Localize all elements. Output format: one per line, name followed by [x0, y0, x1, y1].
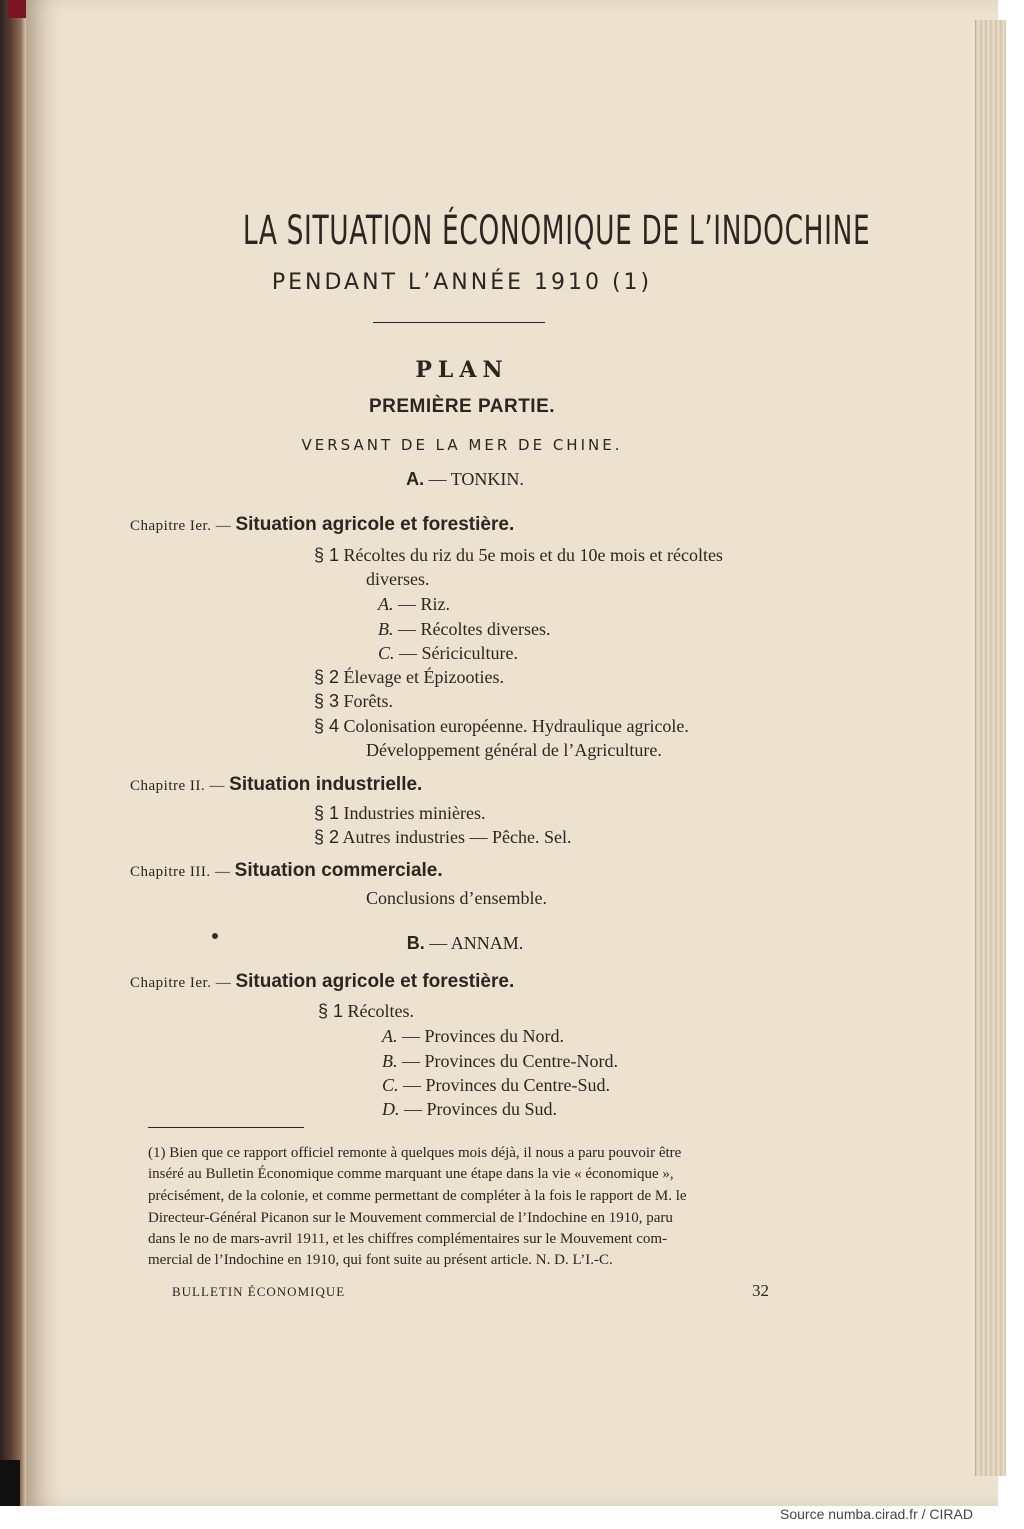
list-item [314, 803, 486, 824]
item-text: Forêts. [339, 691, 394, 711]
chapter-heading [130, 971, 514, 993]
chapter-title: Situation industrielle. [229, 774, 423, 795]
item-text: Récoltes du riz du 5e mois et du 10e mois et récoltes [339, 545, 723, 565]
page-number: 32 [752, 1281, 769, 1300]
item-sign: A. [382, 1026, 398, 1046]
chapter-label: Chapitre III. — [130, 864, 235, 880]
list-item [382, 1075, 610, 1096]
chapter-title: Situation agricole et forestière. [235, 514, 515, 535]
running-footer: BULLETIN ÉCONOMIQUE [172, 1284, 346, 1299]
list-item [382, 1099, 557, 1120]
chapter-title: Situation agricole et forestière. [235, 971, 515, 992]
item-text: — Provinces du Nord. [397, 1026, 564, 1046]
list-item [382, 1026, 564, 1047]
ink-spot [212, 933, 218, 939]
binding-corner [0, 1460, 20, 1506]
chapter-title: Situation commerciale. [234, 860, 443, 881]
list-item [378, 619, 550, 640]
section-name: — ANNAM. [424, 933, 524, 953]
book-binding [0, 0, 26, 1506]
item-sign: § 3 [314, 691, 340, 711]
item-sign: A. [378, 594, 394, 614]
item-sign: § 1 [314, 545, 340, 565]
list-item [314, 827, 572, 848]
list-item [314, 545, 723, 566]
item-sign: D. [382, 1099, 400, 1119]
list-item [382, 1051, 618, 1072]
item-sign: § 1 [318, 1001, 344, 1021]
list-item [366, 888, 547, 909]
list-item [378, 643, 518, 664]
list-item [366, 740, 662, 761]
item-text: Colonisation européenne. Hydraulique agricole. [339, 716, 689, 736]
title-divider [373, 322, 545, 323]
item-text: Conclusions d’ensemble. [366, 888, 547, 908]
item-text: — Provinces du Sud. [399, 1099, 557, 1119]
item-sign: § 2 [314, 827, 340, 847]
section-annam [300, 933, 630, 954]
chapter-heading [130, 774, 422, 796]
binding-ribbon [8, 0, 28, 18]
document-title: LA SITUATION ÉCONOMIQUE DE L’INDOCHINE [242, 208, 871, 254]
list-item [314, 716, 689, 737]
document-subtitle: PENDANT L’ANNÉE 1910 (1) [271, 270, 653, 295]
source-credit: Source numba.cirad.fr / CIRAD [780, 1506, 973, 1522]
item-sign: § 2 [314, 667, 340, 687]
chapter-label: Chapitre II. — [130, 778, 230, 794]
item-sign: § 1 [314, 803, 340, 823]
footnote-line: (1) Bien que ce rapport officiel remonte à quelques mois déjà, il nous a paru pouvoir être [148, 1145, 682, 1161]
item-text: Récoltes. [343, 1001, 415, 1021]
list-item [314, 667, 504, 688]
item-text: — Récoltes diverses. [393, 619, 551, 639]
section-tonkin [300, 469, 630, 490]
item-text: Développement général de l’Agriculture. [366, 740, 662, 760]
item-sign: C. [382, 1075, 399, 1095]
part-heading: PREMIÈRE PARTIE. [368, 396, 556, 417]
section-letter: B. [406, 933, 425, 953]
chapter-label: Chapitre Ier. — [130, 975, 236, 991]
footnote-line: précisément, de la colonie, et comme permettant de compléter à la fois le rapport de M. le [148, 1188, 687, 1204]
chapter-heading [130, 860, 443, 882]
footnote-line: Directeur-Général Picanon sur le Mouvement commercial de l’Indochine en 1910, paru [148, 1210, 673, 1226]
section-name: — TONKIN. [424, 469, 524, 489]
chapter-label: Chapitre Ier. — [130, 518, 236, 534]
item-text: Autres industries — Pêche. Sel. [339, 827, 572, 847]
item-sign: C. [378, 643, 395, 663]
item-text: — Sériciculture. [394, 643, 518, 663]
item-text: diverses. [366, 569, 430, 589]
list-item [366, 569, 429, 590]
item-text: Industries minières. [339, 803, 486, 823]
item-sign: B. [378, 619, 394, 639]
chapter-heading [130, 514, 514, 536]
footnote-divider [148, 1127, 304, 1128]
page-stack-edge [975, 20, 1006, 1476]
item-text: Élevage et Épizooties. [339, 667, 504, 687]
section-letter: A. [406, 469, 425, 489]
list-item [314, 691, 393, 712]
item-text: — Provinces du Centre-Sud. [398, 1075, 610, 1095]
item-sign: B. [382, 1051, 398, 1071]
plan-heading: PLAN [415, 357, 509, 383]
item-text: — Riz. [393, 594, 450, 614]
footnote-line: dans le no de mars-avril 1911, et les chiffres complémentaires sur le Mouvement com- [148, 1231, 668, 1247]
item-text: — Provinces du Centre-Nord. [397, 1051, 618, 1071]
region-heading: VERSANT DE LA MER DE CHINE. [301, 436, 623, 454]
item-sign: § 4 [314, 716, 340, 736]
list-item [318, 1001, 414, 1022]
footnote-line: inséré au Bulletin Économique comme marquant une étape dans la vie « économique », [148, 1166, 674, 1182]
list-item [378, 594, 450, 615]
footnote-line: mercial de l’Indochine en 1910, qui font suite au présent article. N. D. L’I.-C. [148, 1252, 613, 1268]
